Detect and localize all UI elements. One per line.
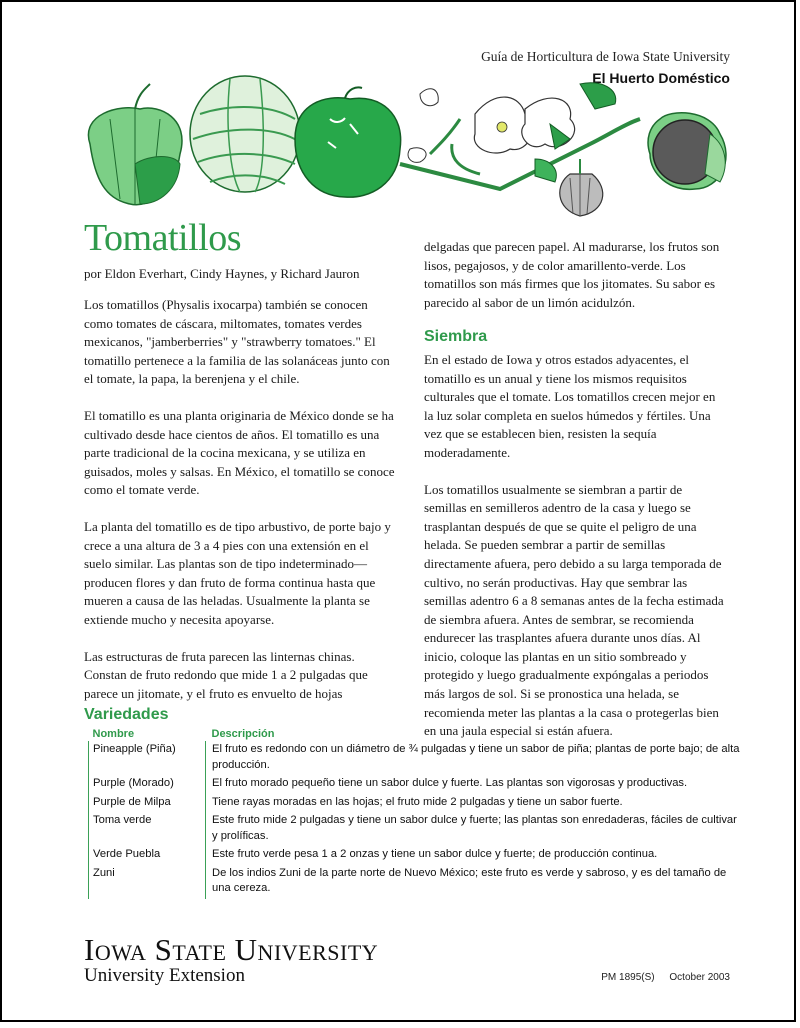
variety-name: Toma verde [89, 812, 206, 846]
variety-desc: El fruto morado pequeño tiene un sabor dulce y fuerte. Las plantas son vigorosas y productivas. [206, 775, 741, 794]
siembra-paragraph-1: En el estado de Iowa y otros estados adyacentes, el tomatillo es un anual y tiene los mismos requisitos culturales que el tomate. Los tomatillos crecen mejor en la luz solar completa en suelos húmedos y fértiles. Una vez que se establecen bien, resisten la sequía moderadamente. [424, 351, 716, 460]
variety-name: Zuni [89, 865, 206, 899]
purple-fruit-icon [648, 113, 726, 190]
varieties-heading: Variedades [84, 706, 169, 723]
guide-line: Guía de Horticultura de Iowa State University [481, 49, 730, 64]
series-title: El Huerto Doméstico [592, 70, 730, 86]
fruit-continuation-paragraph: delgadas que parecen papel. Al madurarse, los frutos son lisos, pegajosos, y de color amarillento-verde. Los tomatillos son más firmes que los jitomates. Su sabor es parecido al sabor de un limón acidulzón. [424, 239, 720, 310]
table-row [89, 741, 741, 775]
intro-paragraph: Los tomatillos (Physalis ixocarpa) también se conocen como tomates de cáscara, miltomates, tomates verdes mexicanos, "jamberberries" y "strawberry tomatoes." El tomatillo pertenece a la familia de las solanáceas junto con el tomate, la papa, la berenjena y el chile. [84, 297, 390, 387]
fruit-paragraph: Las estructuras de fruta parecen las linternas chinas. Constan de fruto redondo que mide 1 a 2 pulgadas que parece un jitomate, y el fruto es envuelto de hojas [84, 648, 368, 701]
left-column [84, 296, 396, 721]
husk-fruit-icon [88, 84, 182, 205]
table-row [89, 812, 741, 846]
variety-name: Purple (Morado) [89, 775, 206, 794]
variety-desc: El fruto es redondo con un diámetro de ¾ pulgadas y tiene un sabor de piña; plantas de porte bajo; de alta producción. [206, 741, 741, 775]
publication-info [601, 972, 730, 983]
table-row [89, 865, 741, 899]
varieties-table [88, 728, 740, 899]
variety-name: Pineapple (Piña) [89, 741, 206, 775]
siembra-paragraph-2: Los tomatillos usualmente se siembran a partir de semillas en semilleros adentro de la casa y luego se trasplantan después de que se quite el peligro de una helada. Se pueden sembrar a partir de semillas directamente afuera, pero debido a su larga temporada de cultivo, no serán productivas. Hay que sembrar las semillas adentro 6 a 8 semanas antes de la fecha estimada de siembra afuera. Antes de sembrar, se recomienda endurecer las trasplantes afuera durante unos días. Al inicio, coloque las plantas en un sitio sombreado y protegido y luego gradualmente expóngalas a periodos más largos de sol. Si se pronostica una helada, se recomienda meter las plantas a la casa o protegerlas bien en una jaula especial si están afuera. [424, 481, 724, 739]
variety-desc: Este fruto mide 2 pulgadas y tiene un sabor dulce y fuerte; las plantas son enredaderas, fáciles de cultivar y prolíficas. [206, 812, 741, 846]
table-row [89, 794, 741, 813]
tomatillo-illustration-icon [80, 64, 742, 224]
table-row [89, 846, 741, 865]
variety-desc: De los indios Zuni de la parte norte de Nuevo México; este fruto es verde y sabroso, y es del tamaño de una cereza. [206, 865, 741, 899]
pub-date: October 2003 [669, 972, 730, 983]
variety-desc: Tiene rayas moradas en las hojas; el fruto mide 2 pulgadas y tiene un sabor fuerte. [206, 794, 741, 813]
siembra-heading: Siembra [424, 328, 488, 346]
striped-fruit-icon [190, 76, 300, 192]
col-name-header: Nombre [92, 728, 135, 740]
variety-desc: Este fruto verde pesa 1 a 2 onzas y tiene un sabor dulce y fuerte; de producción continua. [206, 846, 741, 865]
extension-name: University Extension [84, 965, 245, 986]
authors-line: por Eldon Everhart, Cindy Haynes, y Richard Jauron [84, 266, 360, 281]
table-header-row [89, 728, 741, 741]
hanging-fruit-icon [560, 159, 603, 216]
col-desc-header: Descripción [211, 728, 275, 740]
page-title: Tomatillos [84, 217, 242, 259]
table-row [89, 775, 741, 794]
university-logo: Iowa State University [84, 932, 379, 967]
origin-paragraph: El tomatillo es una planta originaria de México donde se ha cultivado desde hace cientos de años. El tomatillo es una parte tradicional de la cocina mexicana, y se utiliza en guisados, moles y salsas. En México, el tomatillo se conoce como el tomate verde. [84, 407, 395, 498]
variety-name: Verde Puebla [89, 846, 206, 865]
green-fruit-icon [295, 87, 401, 197]
flowering-branch-icon [400, 83, 640, 189]
plant-paragraph: La planta del tomatillo es de tipo arbustivo, de porte bajo y crece a una altura de 3 a 4 pies con una extensión en el suelo similar. Las plantas son de tipo indeterminado—producen flores y dan fruto de forma continua hasta que mueren a causa de las heladas. Usualmente la planta se extiende mucho y necesita apoyarse. [84, 518, 391, 627]
variety-name: Purple de Milpa [89, 794, 206, 813]
right-column [424, 238, 724, 759]
pub-number: PM 1895(S) [601, 972, 655, 983]
